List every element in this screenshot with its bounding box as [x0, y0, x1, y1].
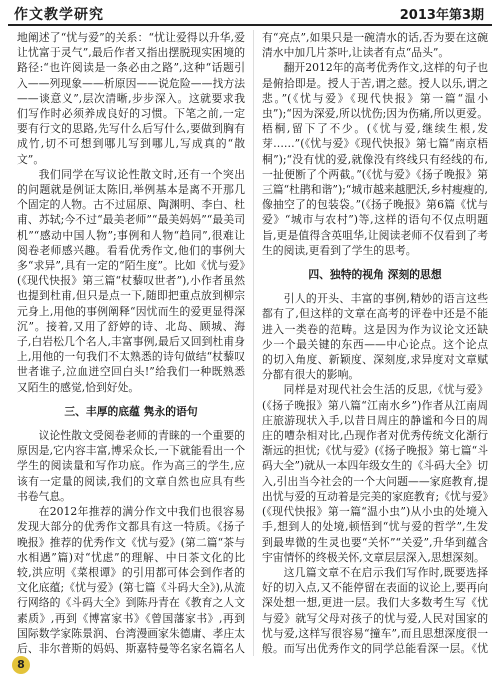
paragraph: 同样是对现代社会生活的反思,《忧与爱》(《扬子晚报》第八篇“江南水乡”)作者从江南周庄旅游现状入手,以昔日周庄的静谧和今日的周庄的嘈杂相对比,凸现作者对优秀传统文化渐行渐远的担忧;《忧与爱》(《扬子晚报》第七篇“斗码大全”)就从一本四年级女生的《斗码大全》切入,引出当今社会的一个大问题——家庭教育,提出忧与爱的互动着是完美的家庭教育;《忧与爱》(《现代快报》第一篇“温小虫”)从小虫的处境入手,想到人的处境,顿悟到“忧与爱的哲学”,生发到最卑微的生灵也要“关怀”“关爱”,升华到蕴含宇宙情怀的终极关怀,文章层层深入,思想深刻。	[262, 383, 488, 564]
paragraph: 有“亮点”,如果只是一碗清水的话,否为要在这碗清水中加几片茶叶,让读者有点“品头”。	[262, 31, 488, 60]
page-number: 8	[12, 656, 30, 674]
journal-title: 作文教学研究	[14, 7, 104, 23]
paragraph: 我们同学在写议论性散文时,还有一个突出的问题就是例证太陈旧,举例基本是离不开那几个固定的人物。古不过屈原、陶渊明、李白、杜甫、苏轼;今不过“最美老师”“最美妈妈”“最美司机”“感动中国人物”;事例和人物“趋同”,很难让阅卷老师感兴趣。看看优秀作文,他们的事例大多“求异”,具有一定的“陌生度”。比如《忧与爱》(《现代快报》第三篇“杖藜叹世者”),小作者虽然也提到杜甫,但只是点一下,随即把重点放到柳宗元身上,用他的事例阐释“因忧而生的爱更显得深沉”。接着,又用了舒婷的诗、北岛、顾城、海子,白岩松几个名人,丰富事例,最后又回到杜甫身上,用他的一句我们不太熟悉的诗句做结“杖藜叹世者谁子,泣血迸空回白头!”给我们一种既熟悉又陌生的感觉,恰到好处。	[17, 167, 245, 394]
left-column	[17, 30, 245, 656]
column-divider	[253, 30, 254, 656]
paragraph: 在2012年推荐的满分作文中我们也很容易发现大部分的优秀作文都具有这一特质。《扬子晚报》推荐的优秀作文《忧与爱》(第二篇“茶与水相遇”篇)对“忧虑”的理解、中日茶文化的比较,洪应明《菜根谭》的引用都可体会到作者的文化底蕴;《忧与爱》(第七篇《斗码大全》),从流行网络的《斗码大全》到陈丹青在《教育之人文素质》,再到《博富家书》《曾国藩家书》,再到国际数学家陈景润、台湾漫画家朱德庸、孝庄太后、非尔普斯的妈妈、斯嘉特曼等名家名篇名人	[17, 505, 245, 655]
right-column	[262, 30, 488, 656]
issue-label: 2013年第3期	[399, 8, 484, 23]
section-heading: 三、丰厚的底蕴 隽永的语句	[64, 404, 198, 418]
section-heading: 四、独特的视角 深刻的思想	[308, 268, 442, 282]
paragraph: 引人的开头、丰富的事例,精妙的语言这些都有了,但这样的文章在高考的评卷中还是不能进入一类卷的范畴。这是因为作为议论文还缺少一个最关键的东西——中心论点。这个论点的切入角度、新颖度、深刻度,求异度对文章赋分都有很大的影响。	[262, 292, 488, 382]
paragraph: 地阐述了“忧与爱”的关系：“忧让爱得以升华,爱让忧富于灵气”,最后作者又指出摆脱现实困境的路径:“也许阅读是一条必由之路”,这种“话题引入——列现象——析原因——说危险——找方法——谈意义”,层次清晰,步步深入。这就要求我们写作时必须养成良好的习惯。下笔之前,一定要有行文的思路,先写什么后写什么,要做到胸有成竹,切不可想到哪儿写到哪儿,写成真的“散文”。	[17, 31, 245, 166]
page-header	[8, 2, 492, 26]
paragraph: 议论性散文受阅卷老师的青睐的一个重要的原因是,它内容丰富,博采众长,一下就能看出一个学生的阅读量和写作功底。作为高三的学生,应该有一定量的阅读,我们的文章自然也应具有些书卷气息。	[17, 429, 245, 503]
paragraph: 翻开2012年的高考优秀作文,这样的句子也是俯拾即是。授人于苦,谓之慈。授人以乐,谓之悲。”(《忧与爱》《现代快报》第一篇“温小虫”);“因为深爱,所以忧伤;因为伤痛,所以更爱。梧桐,留下了不少。(《忧与爱,继续生根,发芽……”(《忧与爱》《现代快报》第七篇“南京梧桐”);“没有忧的爱,就像没有终线只有经线的布,一扯便断了个两截。”(《忧与爱》《扬子晚报》第三篇“杜鹃和谐”);“城市越来越肥沃,乡村瘦瘦的,像抽空了的包装袋。”(《扬子晚报》第6篇《忧与爱》“城市与农村”)等,这样的语句不仅点明题旨,更是值得含英咀华,让阅读老师不仅看到了考生的阅读,更看到了学生的思考。	[262, 61, 488, 257]
paragraph: 这几篇文章不在启示我们写作时,既要选择好的切入点,又不能停留在表面的议论上,要再向深处想一想,更进一层。我们大多数考生写《忧与爱》就写父母对孩子的忧与爱,人民对国家的忧与爱,这样写很容易“撞车”,而且思想深度很一般。而写出优秀作文的同学总能看深一层。《忧	[262, 565, 488, 655]
